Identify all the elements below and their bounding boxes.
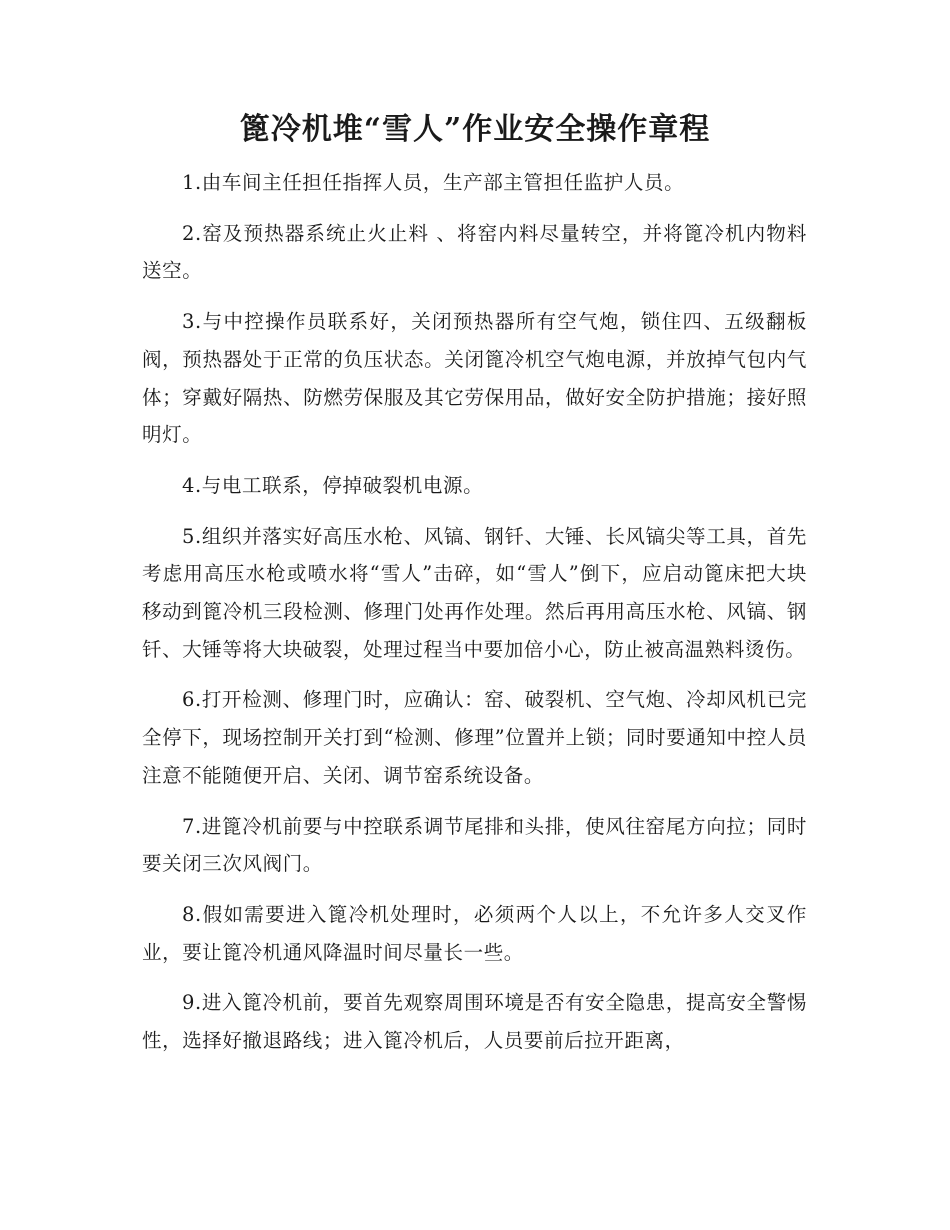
document-title: 篦冷机堆“雪人”作业安全操作章程 (239, 112, 711, 147)
paragraph-2: 2.窑及预热器系统止火止料 、将窑内料尽量转空，并将篦冷机内物料送空。 (142, 221, 807, 283)
paragraph-3: 3.与中控操作员联系好，关闭预热器所有空气炮，锁住四、五级翻板阀，预热器处于正常的负压状态。关闭篦冷机空气炮电源，并放掉气包内气体；穿戴好隔热、防燃劳保服及其它劳保用品，做好安全防护措施；接好照明灯。 (142, 310, 807, 447)
paragraph-4: 4.与电工联系，停掉破裂机电源。 (182, 473, 484, 497)
paragraph-6: 6.打开检测、修理门时，应确认：窑、破裂机、空气炮、冷却风机已完全停下，现场控制开关打到“检测、修理”位置并上锁；同时要通知中控人员注意不能随便开启、关闭、调节窑系统设备。 (142, 688, 807, 787)
paragraph-9: 9.进入篦冷机前，要首先观察周围环境是否有安全隐患，提高安全警惕性，选择好撤退路线；进入篦冷机后，人员要前后拉开距离， (142, 991, 807, 1053)
paragraph-5: 5.组织并落实好高压水枪、风镐、钢钎、大锤、长风镐尖等工具，首先考虑用高压水枪或喷水将“雪人”击碎，如“雪人”倒下，应启动篦床把大块移动到篦冷机三段检测、修理门处再作处理。然后再用高压水枪、风镐、钢钎、大锤等将大块破裂，处理过程当中要加倍小心，防止被高温熟料烫伤。 (142, 524, 807, 661)
document-body (142, 164, 807, 1073)
paragraph-7: 7.进篦冷机前要与中控联系调节尾排和头排，使风往窑尾方向拉；同时要关闭三次风阀门。 (142, 814, 807, 876)
paragraph-1: 1.由车间主任担任指挥人员，生产部主管担任监护人员。 (182, 171, 685, 194)
paragraph-8: 8.假如需要进入篦冷机处理时，必须两个人以上，不允许多人交叉作业，要让篦冷机通风降温时间尽量长一些。 (142, 902, 807, 964)
